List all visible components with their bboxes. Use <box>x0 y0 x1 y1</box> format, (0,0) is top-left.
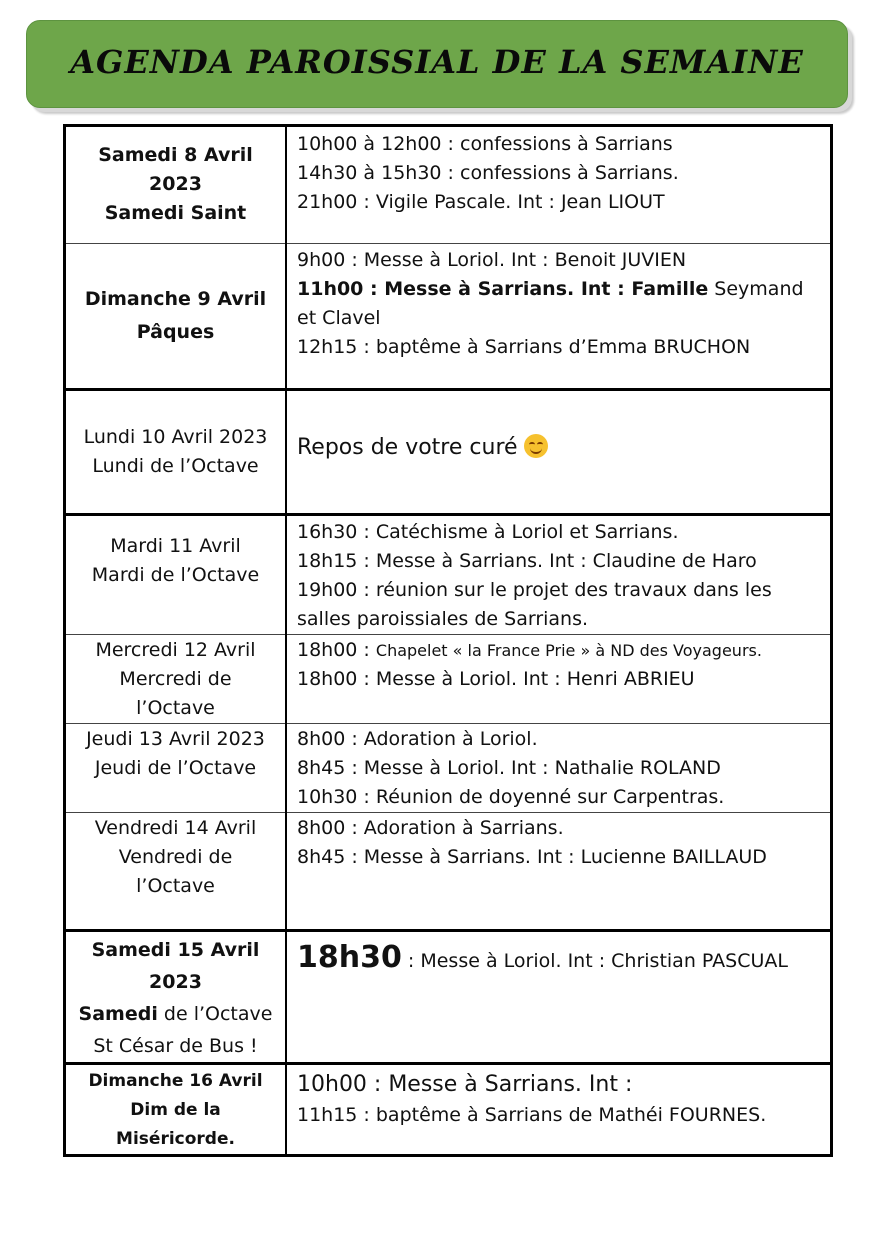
day-date: Dimanche 9 Avril <box>84 288 267 310</box>
event-line: 8h45 : Messe à Sarrians. Int : Lucienne BAILLAUD <box>297 846 767 868</box>
event-line: 8h45 : Messe à Loriol. Int : Nathalie ROLAND <box>297 757 721 779</box>
event-line: 19h00 : réunion sur le projet des travaux dans les salles paroissiales de Sarrians. <box>297 579 772 630</box>
table-row <box>65 931 832 1064</box>
event-line: 18h00 : Messe à Loriol. Int : Henri ABRIEU <box>297 668 695 690</box>
event-text-bold: 11h00 : Messe à Sarrians. Int : Famille <box>297 278 709 300</box>
day-year: 2023 <box>149 971 202 993</box>
day-date: Dimanche 16 Avril <box>88 1071 263 1091</box>
events-cell <box>286 931 832 1064</box>
day-date: Mercredi 12 Avril <box>95 639 256 661</box>
events-cell <box>286 390 832 515</box>
day-feast: Dim de la <box>130 1100 221 1120</box>
day-feast: l’Octave <box>136 875 215 897</box>
day-feast: Pâques <box>136 321 215 343</box>
day-cell <box>65 813 287 931</box>
day-cell <box>65 931 287 1064</box>
event-line: 12h15 : baptême à Sarrians d’Emma BRUCHON <box>297 336 751 358</box>
day-feast: Jeudi de l’Octave <box>94 757 257 779</box>
day-feast: Vendredi de <box>118 846 233 868</box>
events-cell <box>286 813 832 931</box>
event-line <box>287 932 830 981</box>
day-feast-bold: Samedi <box>78 1003 158 1025</box>
event-text: Chapelet « la France Prie » à ND des Voyageurs. <box>375 641 762 660</box>
day-date: Vendredi 14 Avril <box>94 817 257 839</box>
event-line: 9h00 : Messe à Loriol. Int : Benoit JUVIEN <box>297 249 687 271</box>
day-date: Jeudi 13 Avril 2023 <box>86 728 265 750</box>
table-row <box>65 390 832 515</box>
day-feast: Mardi de l’Octave <box>91 564 260 586</box>
event-line <box>287 275 830 304</box>
event-time-highlight: 18h30 <box>297 940 402 975</box>
events-cell <box>286 724 832 813</box>
day-feast: Samedi Saint <box>104 202 247 224</box>
smiling-face-icon <box>524 434 548 458</box>
day-cell <box>65 515 287 635</box>
event-line: 10h00 : Messe à Sarrians. Int : <box>297 1072 633 1097</box>
events-cell <box>286 126 832 244</box>
agenda-table <box>63 124 833 1157</box>
day-feast: l’Octave <box>136 697 215 719</box>
header-banner <box>26 20 848 108</box>
day-cell <box>65 724 287 813</box>
table-row <box>65 813 832 931</box>
table-row <box>65 244 832 390</box>
event-line: 21h00 : Vigile Pascale. Int : Jean LIOUT <box>297 191 665 213</box>
day-date: Mardi 11 Avril <box>110 535 241 557</box>
page-title: AGENDA PAROISSIAL DE LA SEMAINE <box>70 43 804 81</box>
event-line: 14h30 à 15h30 : confessions à Sarrians. <box>297 162 679 184</box>
event-time: 18h00 : <box>297 639 370 661</box>
event-line: 10h00 à 12h00 : confessions à Sarrians <box>297 133 673 155</box>
event-text: Repos de votre curé <box>297 434 518 460</box>
table-row <box>65 126 832 244</box>
day-cell <box>65 635 287 724</box>
day-cell <box>65 244 287 390</box>
day-saint: St César de Bus ! <box>93 1035 258 1057</box>
events-cell <box>286 244 832 390</box>
event-line: 18h15 : Messe à Sarrians. Int : Claudine de Haro <box>297 550 757 572</box>
day-date: Samedi 8 Avril <box>98 144 253 166</box>
event-line: 8h00 : Adoration à Sarrians. <box>297 817 564 839</box>
event-text: Seymand <box>714 278 804 300</box>
table-row <box>65 515 832 635</box>
day-feast <box>66 998 285 1030</box>
day-cell <box>65 126 287 244</box>
day-year: 2023 <box>149 173 202 195</box>
event-line: 10h30 : Réunion de doyenné sur Carpentras. <box>297 786 725 808</box>
table-row <box>65 1064 832 1156</box>
day-date: Lundi 10 Avril 2023 <box>83 426 268 448</box>
day-feast-rest: de l’Octave <box>163 1003 273 1025</box>
event-line: 16h30 : Catéchisme à Loriol et Sarrians. <box>297 521 679 543</box>
day-cell <box>65 390 287 515</box>
table-row <box>65 724 832 813</box>
events-cell <box>286 1064 832 1156</box>
day-cell <box>65 1064 287 1156</box>
event-line: et Clavel <box>297 307 381 329</box>
day-feast: Lundi de l’Octave <box>92 455 259 477</box>
table-row <box>65 635 832 724</box>
event-text: : Messe à Loriol. Int : Christian PASCUAL <box>401 950 788 972</box>
day-feast: Miséricorde. <box>116 1129 235 1149</box>
event-line: 11h15 : baptême à Sarrians de Mathéi FOURNES. <box>297 1104 767 1126</box>
event-line: 8h00 : Adoration à Loriol. <box>297 728 538 750</box>
event-line <box>287 636 830 665</box>
day-feast: Mercredi de <box>119 668 232 690</box>
day-date: Samedi 15 Avril <box>91 939 260 961</box>
event-line <box>287 433 830 472</box>
events-cell <box>286 515 832 635</box>
events-cell <box>286 635 832 724</box>
